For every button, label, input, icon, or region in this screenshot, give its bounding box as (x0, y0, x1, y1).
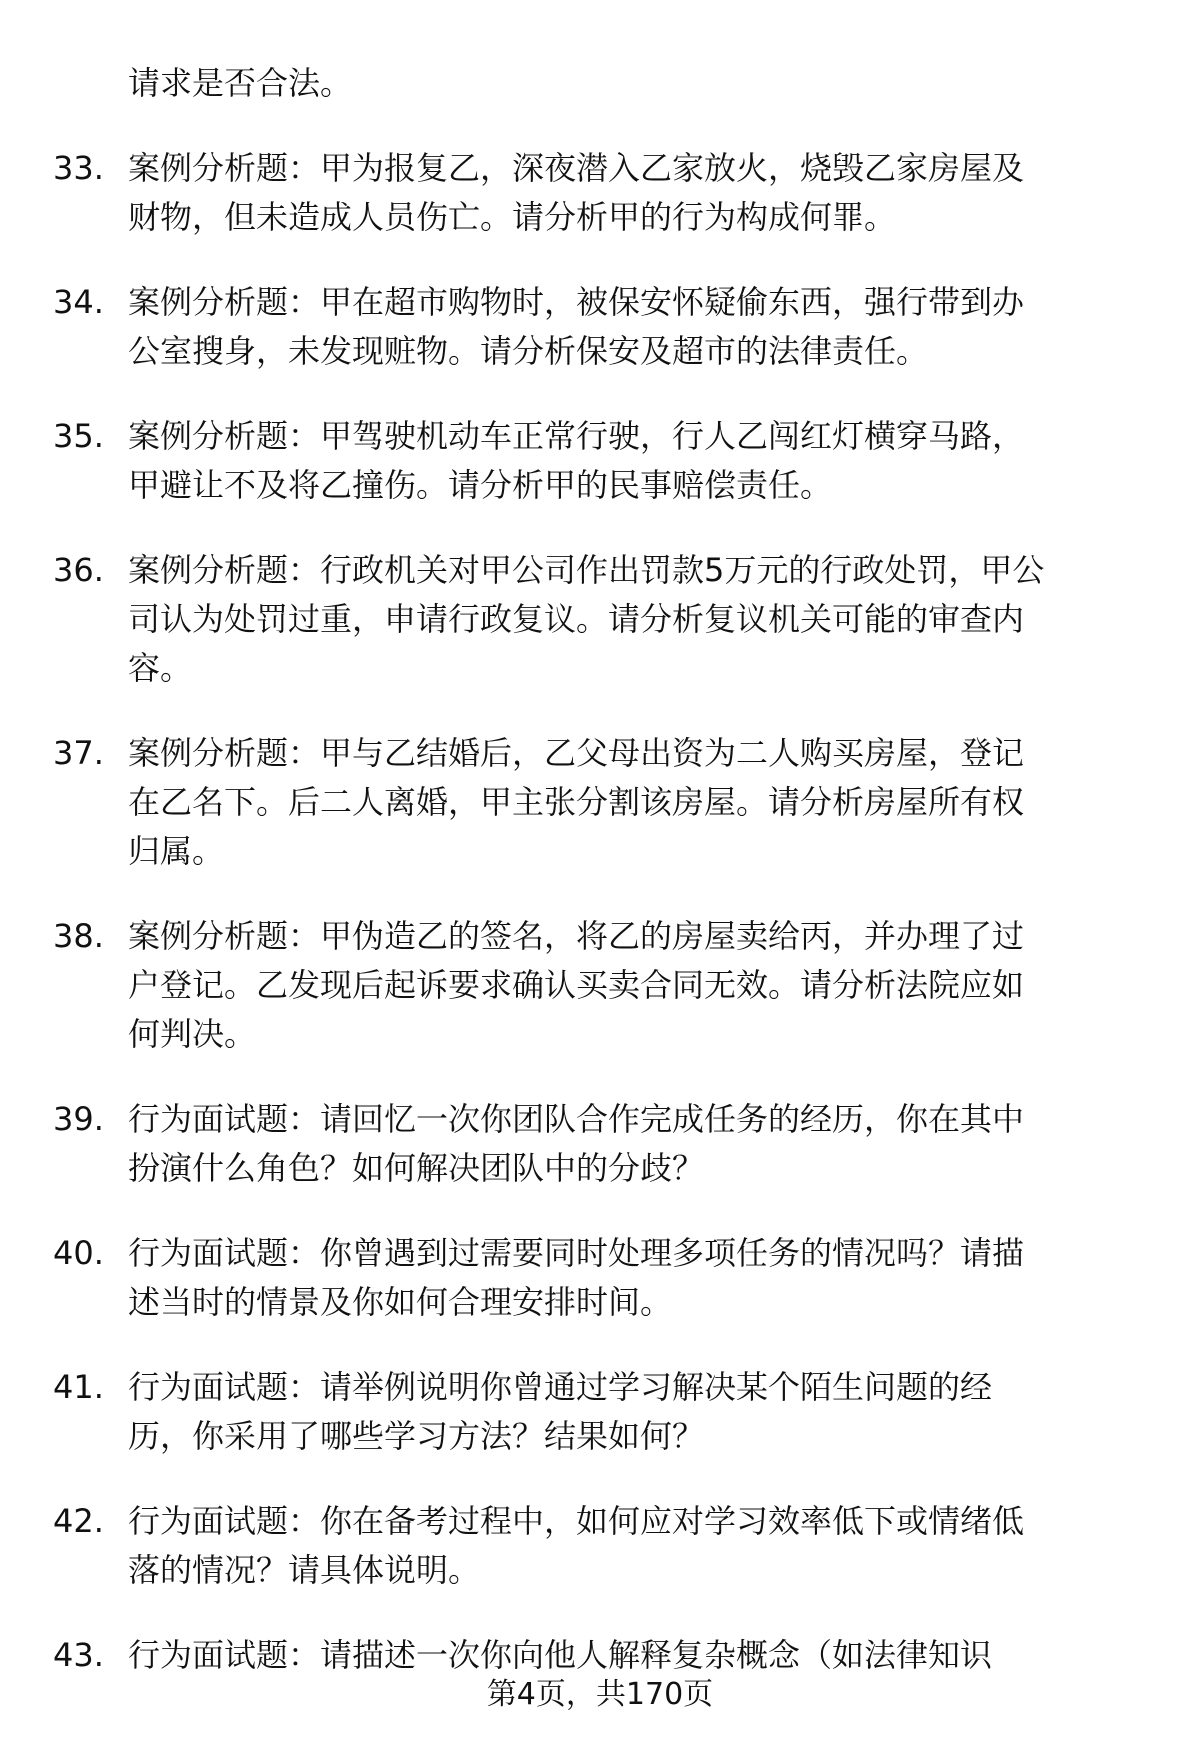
document-body (0, 59, 1200, 1716)
text-line: 案例分析题：甲驾驶机动车正常行驶，行人乙闯红灯横穿马路， (128, 417, 1025, 455)
text-line: 行为面试题：你在备考过程中，如何应对学习效率低下或情绪低 (128, 1502, 1025, 1540)
text-line: 容。 (128, 649, 193, 687)
question-text (128, 1229, 1200, 1327)
text-line: 公室搜身，未发现赃物。请分析保安及超市的法律责任。 (128, 332, 929, 370)
question-item (0, 59, 1200, 108)
question-text (128, 278, 1200, 376)
question-number: 35. (53, 417, 104, 455)
question-number: 41. (53, 1368, 104, 1406)
question-item (0, 912, 1200, 1059)
question-item (0, 1229, 1200, 1327)
question-number: 34. (53, 283, 104, 321)
question-item (0, 412, 1200, 510)
question-item (0, 729, 1200, 876)
question-item (0, 144, 1200, 242)
text-line: 司认为处罚过重，申请行政复议。请分析复议机关可能的审查内 (128, 600, 1025, 638)
text-line: 财物，但未造成人员伤亡。请分析甲的行为构成何罪。 (128, 198, 897, 236)
text-line: 请求是否合法。 (128, 64, 353, 102)
question-item (0, 278, 1200, 376)
text-line: 在乙名下。后二人离婚，甲主张分割该房屋。请分析房屋所有权 (128, 783, 1025, 821)
question-number: 38. (53, 917, 104, 955)
question-text (128, 912, 1200, 1059)
text-line: 归属。 (128, 832, 225, 870)
question-text (128, 59, 1200, 108)
question-number: 37. (53, 734, 104, 772)
text-line: 案例分析题：甲为报复乙，深夜潜入乙家放火，烧毁乙家房屋及 (128, 149, 1025, 187)
text-line: 案例分析题：行政机关对甲公司作出罚款5万元的行政处罚，甲公 (128, 551, 1045, 589)
question-number: 43. (53, 1636, 104, 1674)
question-number: 42. (53, 1502, 104, 1540)
question-text (128, 144, 1200, 242)
text-line: 行为面试题：你曾遇到过需要同时处理多项任务的情况吗？请描 (128, 1234, 1025, 1272)
text-line: 落的情况？请具体说明。 (128, 1551, 481, 1589)
text-line: 何判决。 (128, 1015, 257, 1053)
question-number: 39. (53, 1100, 104, 1138)
text-line: 历，你采用了哪些学习方法？结果如何？ (128, 1417, 705, 1455)
question-number: 36. (53, 551, 104, 589)
question-item (0, 1497, 1200, 1595)
text-line: 述当时的情景及你如何合理安排时间。 (128, 1283, 673, 1321)
question-text (128, 546, 1200, 693)
text-line: 甲避让不及将乙撞伤。请分析甲的民事赔偿责任。 (128, 466, 833, 504)
question-text (128, 1095, 1200, 1193)
question-text (128, 1363, 1200, 1461)
question-text (128, 412, 1200, 510)
question-number: 40. (53, 1234, 104, 1272)
question-number: 33. (53, 149, 104, 187)
text-line: 案例分析题：甲伪造乙的签名，将乙的房屋卖给丙，并办理了过 (128, 917, 1025, 955)
question-text (128, 1497, 1200, 1595)
question-text (128, 729, 1200, 876)
text-line: 案例分析题：甲与乙结婚后，乙父母出资为二人购买房屋，登记 (128, 734, 1025, 772)
text-line: 行为面试题：请描述一次你向他人解释复杂概念（如法律知识 (128, 1636, 993, 1674)
page-number: 第4页，共170页 (486, 1677, 714, 1712)
text-line: 户登记。乙发现后起诉要求确认买卖合同无效。请分析法院应如 (128, 966, 1025, 1004)
question-item (0, 1363, 1200, 1461)
text-line: 行为面试题：请举例说明你曾通过学习解决某个陌生问题的经 (128, 1368, 993, 1406)
text-line: 案例分析题：甲在超市购物时，被保安怀疑偷东西，强行带到办 (128, 283, 1025, 321)
text-line: 扮演什么角色？如何解决团队中的分歧？ (128, 1149, 705, 1187)
question-item (0, 546, 1200, 693)
question-item (0, 1095, 1200, 1193)
text-line: 行为面试题：请回忆一次你团队合作完成任务的经历，你在其中 (128, 1100, 1025, 1138)
